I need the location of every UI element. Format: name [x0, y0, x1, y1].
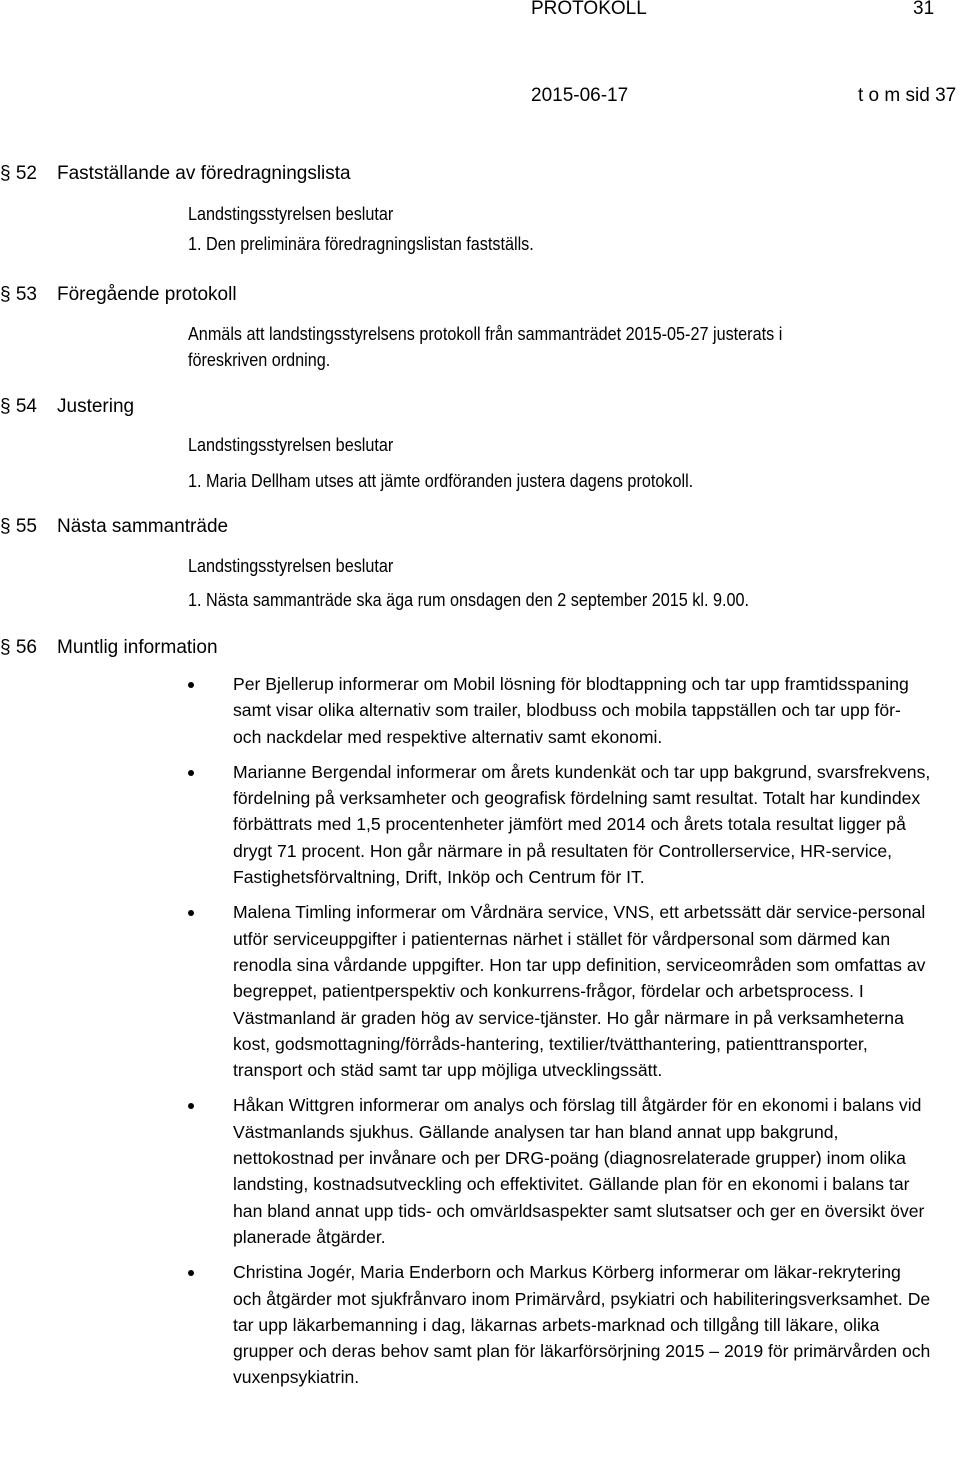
list-item: [0, 1092, 933, 1250]
section-54-decision-item: 1. Maria Dellham utses att jämte ordföranden justera dagens protokoll.: [188, 471, 694, 491]
section-52-title: Fastställande av föredragningslista: [57, 163, 351, 184]
section-55-decision-heading: Landstingsstyrelsen beslutar: [188, 556, 394, 576]
list-item-text: Christina Jogér, Maria Enderborn och Markus Körberg informerar om läkar-rekrytering och åtgärder mot sjukfrånvaro inom Primärvård, psykiatri och habiliteringsverksamhet. De tar upp läkarbemanning i dag, läkarnas arbets-marknad och tillgång till läkare, olika grupper och deras behov samt plan för läkarförsörjning 2015 – 2019 för primärvården och vuxenpsykiatrin.: [233, 1262, 931, 1388]
section-56-number: § 56: [0, 637, 37, 658]
list-item: [0, 671, 933, 750]
section-55-title: Nästa sammanträde: [57, 516, 229, 537]
bullet-icon: [188, 682, 194, 688]
list-item-text: Håkan Wittgren informerar om analys och förslag till åtgärder för en ekonomi i balans vid Västmanlands sjukhus. Gällande analysen tar han bland annat upp bakgrund, nettokostnad per invånare och per DRG-poäng (diagnosrelaterade grupper) inom olika landsting, kostnadsutveckling och effektivitet. Gällande plan för en ekonomi i balans tar han bland annat upp tids- och omvärldsaspekter samt slutsatser och ger en översikt över planerade åtgärder.: [233, 1095, 925, 1247]
document-title: PROTOKOLL: [531, 0, 647, 19]
list-item: [0, 899, 933, 1083]
section-52-decision-item: 1. Den preliminära föredragningslistan fastställs.: [188, 234, 534, 254]
section-55-decision-item: 1. Nästa sammanträde ska äga rum onsdagen den 2 september 2015 kl. 9.00.: [188, 590, 750, 610]
list-item-text: Per Bjellerup informerar om Mobil lösning för blodtappning och tar upp framtidsspaning samt visar olika alternativ som trailer, blodbuss och mobila tappställen och tar upp för- och nackdelar med respektive alternativ samt ekonomi.: [233, 674, 909, 747]
section-54-decision-heading: Landstingsstyrelsen beslutar: [188, 435, 394, 455]
list-item-text: Malena Timling informerar om Vårdnära service, VNS, ett arbetssätt där service-personal utför serviceuppgifter i patienternas närhet i stället för vårdpersonal som därmed kan renodla sina vårdande uppgifter. Hon tar upp definition, serviceområden som omfattas av begreppet, patientperspektiv och konkurrens-frågor, fördelar och arbetsprocess. I Västmanland är graden hög av service-tjänster. Ho går närmare in på verksamheterna kost, godsmottagning/förråds-hantering, textilier/tvätthantering, patienttransporter, transport och städ samt tar upp möjliga utvecklingssätt.: [233, 902, 926, 1081]
bullet-icon: [188, 1270, 194, 1276]
section-55-number: § 55: [0, 516, 37, 537]
list-item-text: Marianne Bergendal informerar om årets kundenkät och tar upp bakgrund, svarsfrekvens, fördelning på verksamheter och geografisk fördelning samt resultat. Totalt har kundindex förbättrats med 1,5 procentenheter jämfört med 2014 och årets totala resultat ligger på drygt 71 procent. Hon går närmare in på resultaten för Controllerservice, HR-service, Fastighetsförvaltning, Drift, Inköp och Centrum för IT.: [233, 761, 931, 888]
section-52-number: § 52: [0, 163, 37, 184]
list-item: [0, 1259, 933, 1390]
bullet-icon: [188, 910, 194, 916]
page-range: t o m sid 37: [858, 85, 957, 106]
section-53-title: Föregående protokoll: [57, 284, 237, 305]
section-53-text-line2: föreskriven ordning.: [188, 350, 331, 370]
bullet-icon: [188, 1103, 194, 1109]
page-number: 31: [913, 0, 935, 19]
section-52-decision-heading: Landstingsstyrelsen beslutar: [188, 204, 394, 224]
section-54-number: § 54: [0, 396, 37, 417]
section-54-title: Justering: [57, 396, 135, 417]
list-item: [0, 759, 933, 890]
meeting-date: 2015-06-17: [531, 85, 629, 106]
section-53-number: § 53: [0, 284, 37, 305]
section-56-title: Muntlig information: [57, 637, 218, 658]
bullet-icon: [188, 770, 194, 776]
section-53-text-line1: Anmäls att landstingsstyrelsens protokoll från sammanträdet 2015-05-27 justerats i: [188, 324, 783, 344]
information-bullet-list: [0, 671, 960, 1400]
